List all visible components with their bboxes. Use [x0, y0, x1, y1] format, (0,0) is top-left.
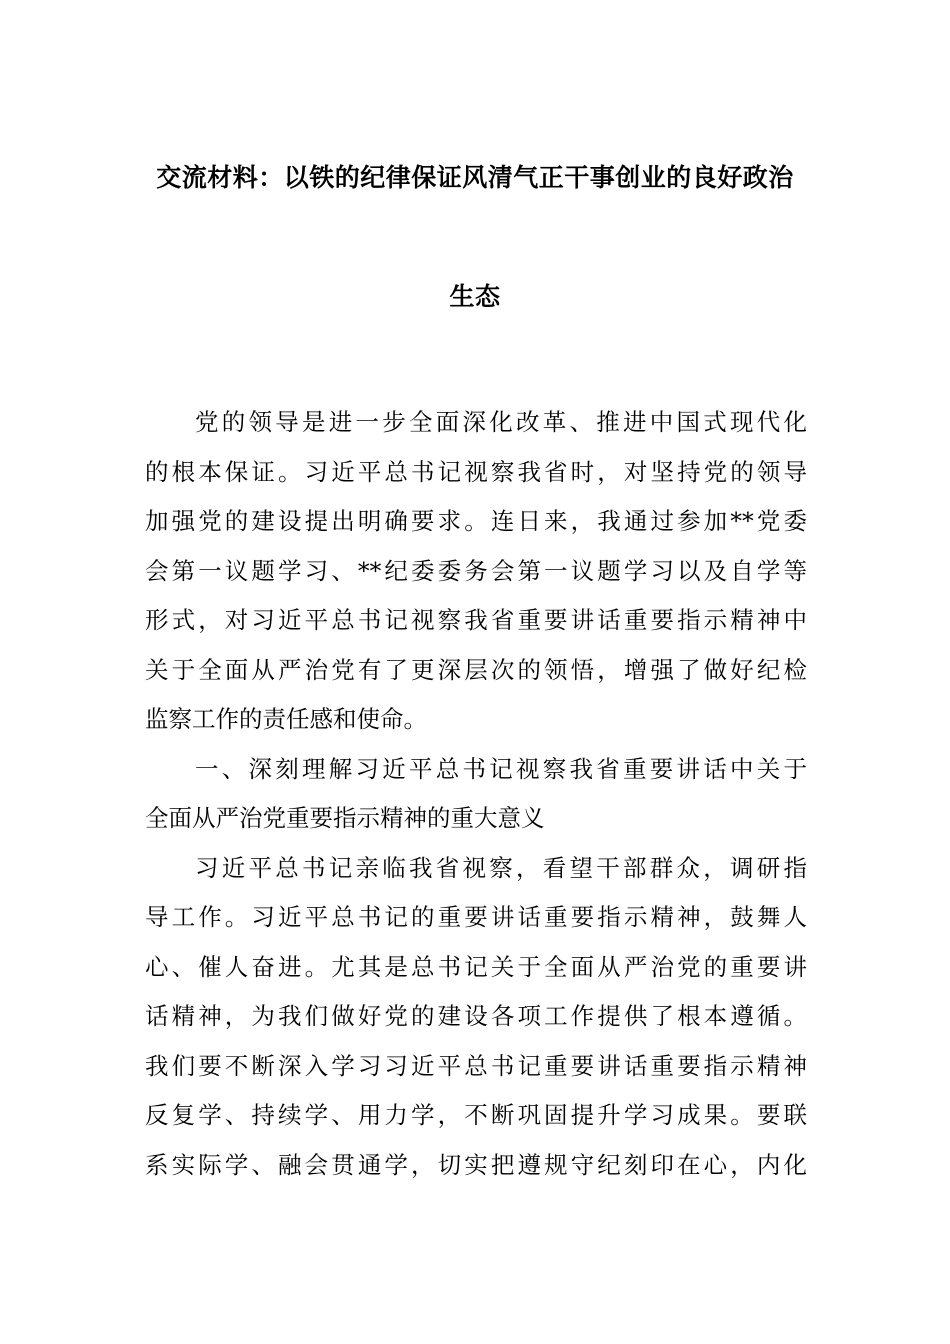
paragraph-2-line-3: 心、催人奋进。尤其是总书记关于全面从严治党的重要讲	[145, 952, 807, 981]
document-title-line-2: 生态	[449, 282, 501, 311]
paragraph-1-line-6: 关于全面从严治党有了更深层次的领悟，增强了做好纪检	[145, 655, 807, 684]
document-body	[145, 398, 807, 1190]
paragraph-2-line-2: 导工作。习近平总书记的重要讲话重要指示精神，鼓舞人	[145, 903, 807, 931]
paragraph-1-line-7: 监察工作的责任感和使命。	[145, 705, 427, 733]
section-heading-1-line-2: 全面从严治党重要指示精神的重大意义	[145, 804, 545, 832]
paragraph-2-line-5: 我们要不断深入学习习近平总书记重要讲话重要指示精神	[145, 1051, 807, 1080]
paragraph-1-line-2: 的根本保证。习近平总书记视察我省时，对坚持党的领导	[145, 457, 807, 486]
paragraph-2-line-1: 习近平总书记亲临我省视察，看望干部群众，调研指	[195, 853, 807, 882]
paragraph-1-line-4: 会第一议题学习、**纪委委务会第一议题学习以及自学等	[145, 556, 807, 585]
paragraph-2-line-7: 系实际学、融会贯通学，切实把遵规守纪刻印在心，内化	[145, 1150, 807, 1179]
document-title-line-1: 交流材料：以铁的纪律保证风清气正干事创业的良好政治	[156, 163, 794, 192]
section-heading-1-line-1: 一、深刻理解习近平总书记视察我省重要讲话中关于	[195, 754, 807, 783]
paragraph-1-line-1: 党的领导是进一步全面深化改革、推进中国式现代化	[195, 408, 807, 436]
paragraph-2-line-4: 话精神，为我们做好党的建设各项工作提供了根本遵循。	[145, 1002, 807, 1030]
paragraph-2-line-6: 反复学、持续学、用力学，不断巩固提升学习成果。要联	[145, 1101, 807, 1129]
paragraph-1-line-3: 加强党的建设提出明确要求。连日来，我通过参加**党委	[145, 507, 807, 535]
paragraph-1-line-5: 形式，对习近平总书记视察我省重要讲话重要指示精神中	[145, 606, 807, 634]
